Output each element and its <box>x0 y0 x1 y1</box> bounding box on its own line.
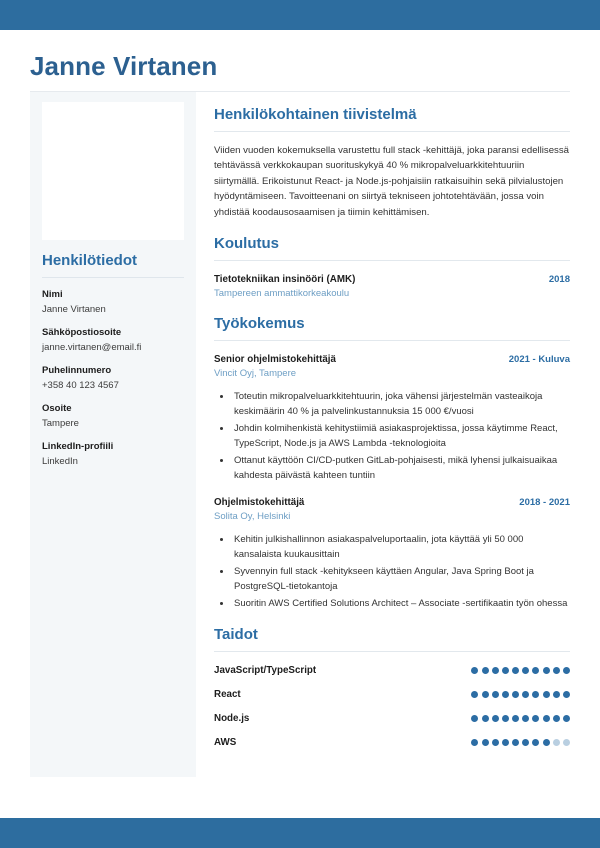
summary-text: Viiden vuoden kokemuksella varustettu full stack -kehittäjä, joka paransi edellisessä tehtävässä verkkokaupan suorituskykyä 40 % mikropalveluarkkitehtuuriin siirtymällä. Erikoistunut React- ja Node.js-pohjaisiin ratkaisuihin sekä pilvialustojen hyödyntämiseen. Tavoitteenani on siirtyä tekniseen johtotehtävään, jossa voin yhdistää koodausosaamisen ja tiimin kehittämisen. <box>214 144 569 219</box>
rating-dot-filled <box>532 691 539 698</box>
page-title: Janne Virtanen <box>30 51 218 81</box>
rating-dot-filled <box>482 739 489 746</box>
skill-row <box>214 713 570 724</box>
rating-dot-filled <box>471 715 478 722</box>
rating-dot-filled <box>482 715 489 722</box>
rating-dot-filled <box>543 739 550 746</box>
entry-title: Ohjelmistokehittäjä <box>214 496 305 508</box>
rating-dot-filled <box>492 667 499 674</box>
section-skills <box>214 626 570 748</box>
rating-dot-filled <box>502 667 509 674</box>
rating-dot-filled <box>553 715 560 722</box>
rating-dot-filled <box>543 691 550 698</box>
entry-date: 2018 <box>548 273 570 285</box>
bottom-accent-bar <box>0 818 600 848</box>
section-heading-education: Koulutus <box>214 235 570 261</box>
education-entry-list <box>214 273 570 301</box>
main-column <box>196 92 570 750</box>
entry-bullet: • Ottanut käyttöön CI/CD-putken GitLab-pohjaisesti, mikä lyhensi julkaisuaikaa kahdesta päivästä kahteen tuntiin <box>232 453 570 483</box>
rating-dot-filled <box>492 739 499 746</box>
personal-detail-label: Sähköpostiosoite <box>42 327 122 338</box>
entry-header-row <box>214 496 570 509</box>
section-heading-summary: Henkilökohtainen tiivistelmä <box>214 106 570 132</box>
rating-dot-filled <box>532 739 539 746</box>
rating-dot-filled <box>532 667 539 674</box>
entry-bullet: • Suoritin AWS Certified Solutions Architect – Associate -sertifikaatin työn ohessa <box>232 596 570 611</box>
entry-bullet: • Kehitin julkishallinnon asiakaspalveluportaalin, jota käyttää yli 50 000 kansalaista kuukausittain <box>232 532 570 562</box>
rating-dot-filled <box>522 691 529 698</box>
rating-dot-filled <box>543 667 550 674</box>
sidebar-heading-personal-details: Henkilötiedot <box>42 252 184 278</box>
skills-list <box>214 665 570 748</box>
experience-entry <box>214 353 570 484</box>
skill-name: AWS <box>214 736 237 748</box>
rating-dot-filled <box>553 691 560 698</box>
skill-rating-dots <box>471 667 570 674</box>
section-heading-experience: Työkokemus <box>214 315 570 341</box>
rating-dot-filled <box>563 691 570 698</box>
personal-details-list <box>42 289 184 469</box>
sidebar <box>30 92 196 777</box>
top-accent-bar <box>0 0 600 30</box>
entry-bullet: • Johdin kolmihenkistä kehitystiimiä asiakasprojektissa, jossa käytimme React, TypeScript, Node.js ja AWS Lambda -teknologioita <box>232 421 570 451</box>
resume-content <box>0 30 600 818</box>
personal-detail-value: Janne Virtanen <box>42 303 106 315</box>
entry-bullet-list <box>214 532 570 612</box>
section-experience <box>214 315 570 612</box>
rating-dot-filled <box>512 691 519 698</box>
rating-dot-filled <box>532 715 539 722</box>
skill-row <box>214 737 570 748</box>
personal-detail-label: Nimi <box>42 288 63 300</box>
entry-date: 2021 - Kuluva <box>508 353 570 365</box>
personal-detail-value: LinkedIn <box>42 456 78 468</box>
personal-detail-label: Osoite <box>42 403 72 415</box>
personal-detail-value: Tampere <box>42 418 79 430</box>
rating-dot-filled <box>563 667 570 674</box>
rating-dot-filled <box>471 691 478 698</box>
section-heading-skills: Taidot <box>214 626 570 652</box>
rating-dot-filled <box>512 739 519 746</box>
entry-bullet: • Toteutin mikropalveluarkkitehtuurin, joka vähensi järjestelmän vasteaikoja keskimäärin 40 % ja palvelinkustannuksia 15 000 €/vuosi <box>232 389 570 419</box>
entry-header-row <box>214 353 570 366</box>
rating-dot-filled <box>482 691 489 698</box>
entry-title: Tietotekniikan insinööri (AMK) <box>214 273 356 285</box>
rating-dot-filled <box>543 715 550 722</box>
profile-photo-placeholder <box>42 102 184 240</box>
personal-detail-label: LinkedIn-profiili <box>42 441 114 453</box>
rating-dot-filled <box>522 667 529 674</box>
personal-detail-item <box>42 365 184 392</box>
rating-dot-filled <box>512 667 519 674</box>
entry-header-row <box>214 273 570 286</box>
rating-dot-filled <box>471 739 478 746</box>
entry-bullet: • Syvennyin full stack -kehitykseen käyttäen Angular, Java Spring Boot ja PostgreSQL-tietokantoja <box>232 564 570 594</box>
entry-bullet-list <box>214 389 570 484</box>
personal-detail-label: Puhelinnumero <box>42 365 112 377</box>
personal-detail-value: +358 40 123 4567 <box>42 379 119 391</box>
experience-entry <box>214 496 570 612</box>
two-column-layout <box>30 92 570 777</box>
entry-subtitle: Solita Oy, Helsinki <box>214 510 291 522</box>
skill-row <box>214 665 570 676</box>
skill-rating-dots <box>471 715 570 722</box>
name-block <box>30 30 570 92</box>
section-summary <box>214 106 570 221</box>
skill-rating-dots <box>471 691 570 698</box>
rating-dot-empty <box>553 739 560 746</box>
rating-dot-filled <box>492 691 499 698</box>
personal-detail-item <box>42 441 184 468</box>
personal-detail-item <box>42 403 184 430</box>
rating-dot-filled <box>522 715 529 722</box>
entry-title: Senior ohjelmistokehittäjä <box>214 353 336 365</box>
education-entry <box>214 273 570 301</box>
rating-dot-filled <box>563 715 570 722</box>
personal-detail-value: janne.virtanen@email.fi <box>42 341 142 353</box>
skill-name: Node.js <box>214 712 250 724</box>
rating-dot-filled <box>502 739 509 746</box>
rating-dot-empty <box>563 739 570 746</box>
skill-name: React <box>214 688 241 700</box>
rating-dot-filled <box>502 691 509 698</box>
section-education <box>214 235 570 301</box>
personal-detail-item <box>42 327 184 354</box>
experience-entry-list <box>214 353 570 612</box>
rating-dot-filled <box>502 715 509 722</box>
entry-subtitle: Tampereen ammattikorkeakoulu <box>214 287 350 299</box>
rating-dot-filled <box>471 667 478 674</box>
rating-dot-filled <box>482 667 489 674</box>
skill-name: JavaScript/TypeScript <box>214 664 317 676</box>
entry-date: 2018 - 2021 <box>519 496 570 508</box>
entry-subtitle: Vincit Oyj, Tampere <box>214 367 297 379</box>
rating-dot-filled <box>553 667 560 674</box>
rating-dot-filled <box>492 715 499 722</box>
skill-row <box>214 689 570 700</box>
skill-rating-dots <box>471 739 570 746</box>
rating-dot-filled <box>522 739 529 746</box>
personal-detail-item <box>42 289 184 316</box>
rating-dot-filled <box>512 715 519 722</box>
